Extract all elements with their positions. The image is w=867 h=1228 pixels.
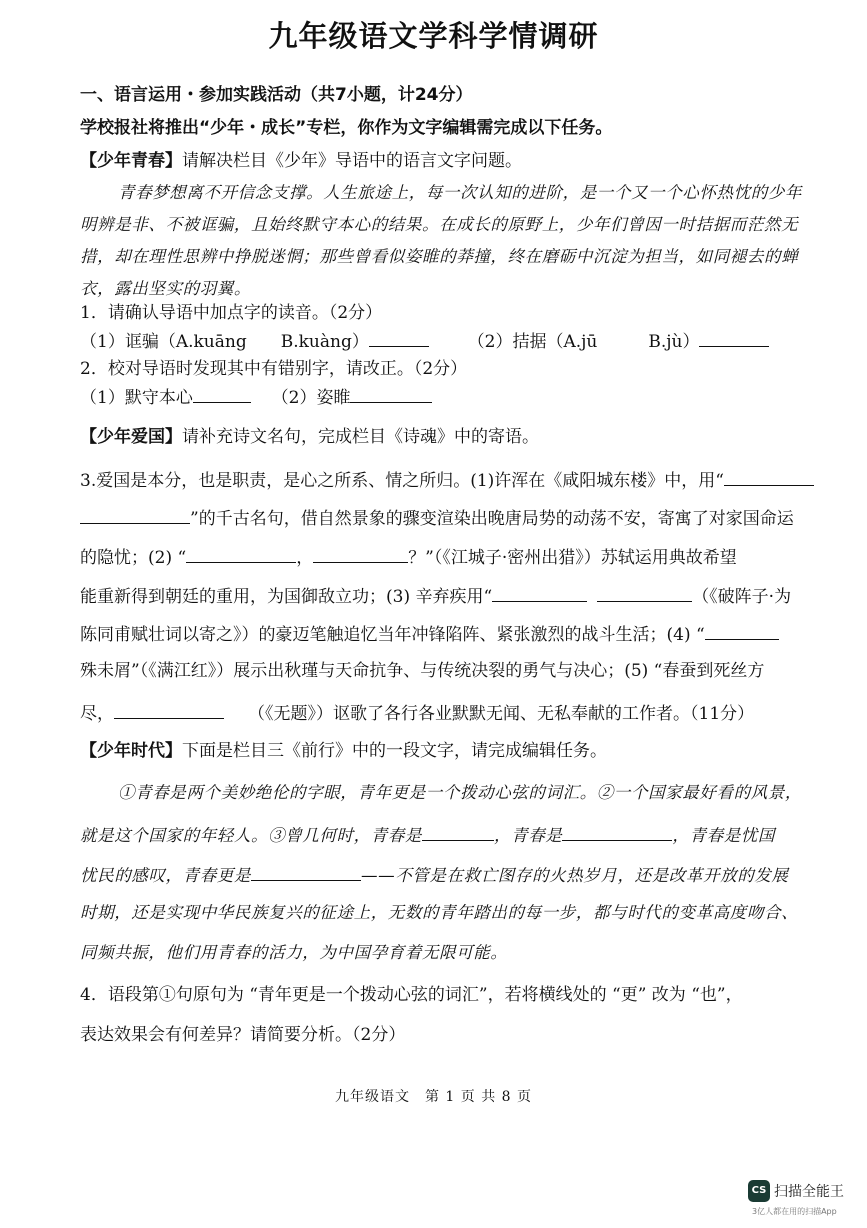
section-heading: 一、语言运用・参加实践活动（共7小题，计24分）: [80, 85, 473, 105]
question-1: 1．请确认导语中加点字的读音。（2分）: [80, 303, 383, 323]
passage-2-text: 就是这个国家的年轻人。③曾几何时，青春是: [80, 826, 422, 845]
answer-blank[interactable]: [597, 583, 692, 602]
column-2-text: 请补充诗文名句，完成栏目《诗魂》中的寄语。: [182, 427, 539, 447]
q3-text: （《破阵子·为: [692, 587, 792, 607]
question-3-line-6: 殊未屑”（《满江红》）展示出秋瑾与天命抗争、与传统决裂的勇气与决心；(5) “春蚕到死丝方: [80, 661, 765, 681]
column-1-line: [80, 150, 820, 172]
answer-blank[interactable]: [251, 862, 361, 881]
passage-2-line-5: 同频共振，他们用青春的活力，为中国孕育着无限可能。: [80, 943, 508, 962]
q3-text: （《无题》）讴歌了各行各业默默无闻、无私奉献的工作者。（11分）: [248, 704, 755, 724]
question-3-line-7: [80, 700, 820, 725]
passage-1-line-3: 措，却在理性思辨中挣脱迷惘；那些曾看似姿睢的莽撞，终在磨砺中沉淀为担当，如同褪去的蝉: [80, 247, 799, 266]
answer-blank[interactable]: [492, 583, 587, 602]
passage-2-line-2: [80, 822, 820, 847]
q3-text: ？”（《江城子·密州出猎》）苏轼运用典故希望: [408, 548, 737, 568]
page-title: 九年级语文学科学情调研: [268, 19, 599, 53]
q3-text: 尽，: [80, 704, 114, 724]
q3-text: 陈同甫赋壮词以寄之》）的豪迈笔触追忆当年冲锋陷阵、紧张激烈的战斗生活；(4) “: [80, 625, 705, 645]
column-3-text: 下面是栏目三《前行》中的一段文字，请完成编辑任务。: [182, 741, 607, 761]
q2-option-a: （1）默守本心: [80, 388, 193, 408]
column-1-text: 请解决栏目《少年》导语中的语言文字问题。: [182, 151, 522, 171]
answer-blank[interactable]: [193, 384, 251, 403]
passage-2-text: ，青春是忧国: [672, 826, 776, 845]
answer-blank[interactable]: [114, 700, 224, 719]
q3-text: 的隐忧；(2) “: [80, 548, 187, 568]
scanner-logo-icon: CS: [748, 1180, 770, 1202]
question-3-line-3: [80, 544, 820, 569]
answer-blank[interactable]: [562, 822, 672, 841]
q1-option-a: （1）诓骗（A.kuāng B.kuàng）: [80, 332, 369, 352]
q1-option-b: （2）拮据（A.jū B.jù）: [467, 332, 700, 352]
column-3-label: 【少年时代】: [80, 741, 182, 761]
q3-text: 3.爱国是本分，也是职责，是心之所系、情之所归。(1)许浑在《咸阳城东楼》中，用“: [80, 471, 724, 491]
answer-blank[interactable]: [80, 505, 190, 524]
passage-2-text: ——不管是在救亡图存的火热岁月，还是改革开放的发展: [361, 866, 789, 885]
page-footer: 九年级语文 第 1 页 共 8 页: [334, 1089, 533, 1105]
scanner-watermark: [748, 1180, 858, 1220]
question-2-options: [80, 384, 820, 409]
q3-text: ，: [296, 548, 314, 568]
passage-2-text: ，青春是: [494, 826, 563, 845]
column-2-label: 【少年爱国】: [80, 427, 182, 447]
passage-2-line-3: [80, 862, 820, 887]
q3-text: ”的千古名句，借自然景象的骤变渲染出晚唐局势的动荡不安，寄寓了对家国命运: [190, 509, 794, 529]
answer-blank[interactable]: [422, 822, 494, 841]
passage-2-line-4: 时期，还是实现中华民族复兴的征途上，无数的青年踏出的每一步，都与时代的变革高度吻合、: [80, 903, 799, 922]
question-3-line-5: [80, 621, 820, 646]
q3-text: 能重新得到朝廷的重用，为国御敌立功；(3) 辛弃疾用“: [80, 587, 493, 607]
passage-2-line-1: ①青春是两个美妙绝伦的字眼，青年更是一个拨动心弦的词汇。②一个国家最好看的风景，: [118, 783, 802, 802]
answer-blank[interactable]: [705, 621, 779, 640]
question-2: 2．校对导语时发现其中有错别字，请改正。（2分）: [80, 359, 468, 379]
question-3-line-2: [80, 505, 820, 530]
answer-blank[interactable]: [724, 467, 814, 486]
passage-1-line-2: 明辨是非、不被诓骗，且始终默守本心的结果。在成长的原野上，少年们曾因一时拮据而茫然无: [80, 215, 799, 234]
answer-blank[interactable]: [313, 544, 408, 563]
q2-option-b: （2）姿睢: [271, 388, 351, 408]
column-3-line: [80, 740, 820, 762]
column-1-label: 【少年青春】: [80, 151, 182, 171]
question-3-line-1: [80, 467, 820, 492]
passage-2-text: 忧民的感叹，青春更是: [80, 866, 251, 885]
column-2-line: [80, 426, 820, 448]
answer-blank[interactable]: [369, 328, 429, 347]
passage-1-line-4: 衣，露出坚实的羽翼。: [80, 279, 251, 298]
question-4-line-1: 4．语段第①句原句为 “青年更是一个拨动心弦的词汇”，若将横线处的 “更” 改为 “也”，: [80, 985, 743, 1005]
scanner-tagline: 3亿人都在用的扫描App: [752, 1207, 837, 1216]
answer-blank[interactable]: [699, 328, 769, 347]
passage-1-line-1: 青春梦想离不开信念支撑。人生旅途上，每一次认知的进阶，是一个又一个心怀热忱的少年: [118, 183, 802, 202]
question-4-line-2: 表达效果会有何差异？请简要分析。（2分）: [80, 1025, 406, 1045]
question-1-options: [80, 328, 820, 353]
intro-text: 学校报社将推出“少年・成长”专栏，你作为文字编辑需完成以下任务。: [80, 118, 613, 138]
answer-blank[interactable]: [186, 544, 296, 563]
question-3-line-4: [80, 583, 820, 608]
scanner-app-name: 扫描全能王: [774, 1184, 844, 1200]
answer-blank[interactable]: [350, 384, 432, 403]
